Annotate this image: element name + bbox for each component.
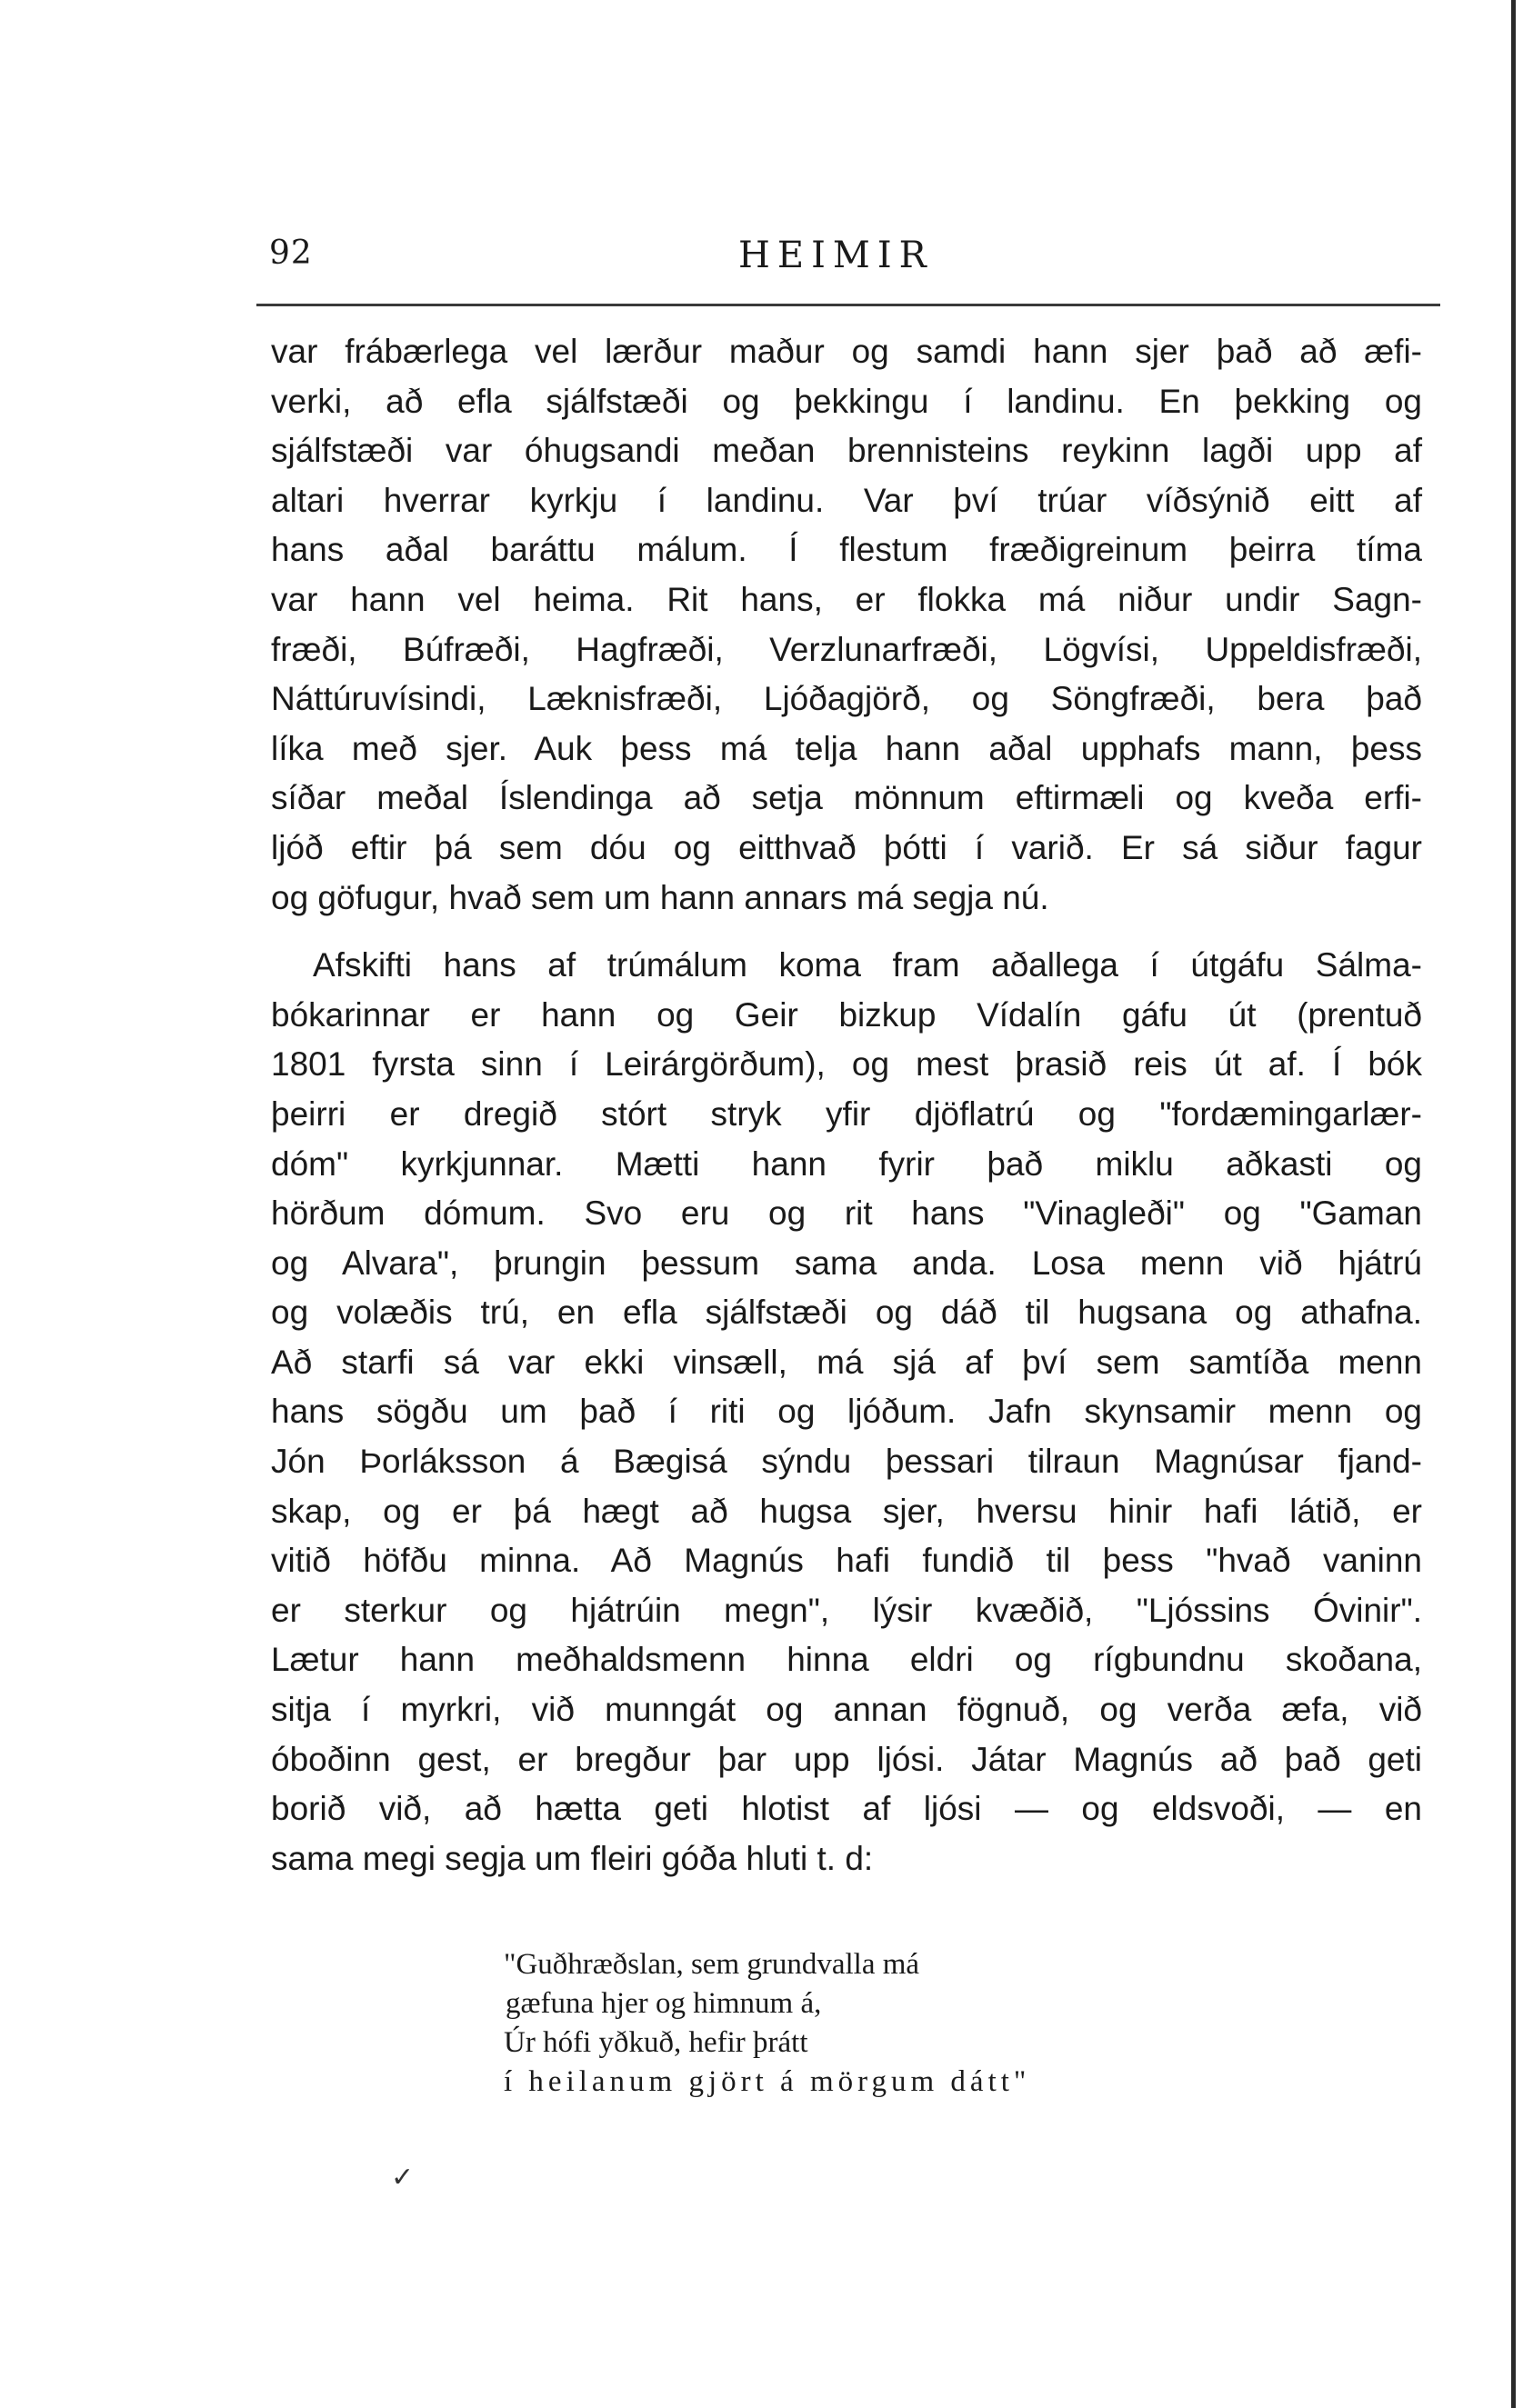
text-line: bókarinnar er hann og Geir bizkup Vídalín gáfu út (prentuð (271, 995, 1422, 1034)
text-line: og göfugur, hvað sem um hann annars má segja nú. (271, 878, 1049, 916)
text-line: ljóð eftir þá sem dóu og eitthvað þótti í varið. Er sá siður fagur (271, 828, 1422, 866)
text-line: og Alvara", þrungin þessum sama anda. Losa menn við hjátrú (271, 1244, 1422, 1282)
text-line: óboðinn gest, er bregður þar upp ljósi. Játar Magnús að það geti (271, 1740, 1422, 1778)
text-line: Jón Þorláksson á Bægisá sýndu þessari tilraun Magnúsar fjand- (271, 1443, 1422, 1481)
text-line: vitið höfðu minna. Að Magnús hafi fundið til þess "hvað vaninn (271, 1542, 1422, 1580)
text-line: Náttúruvísindi, Læknisfræði, Ljóðagjörð, og Söngfræði, bera það (271, 680, 1422, 718)
running-title: HEIMIR (738, 235, 934, 276)
ink-speck: ✓ (391, 2162, 415, 2193)
text-line: síðar meðal Íslendinga að setja mönnum eftirmæli og kveða erfi- (271, 779, 1422, 817)
text-line: dóm" kyrkjunnar. Mætti hann fyrir það miklu aðkasti og (271, 1144, 1422, 1183)
text-line: hans aðal baráttu málum. Í flestum fræðigreinum þeirra tíma (271, 531, 1422, 569)
text-line: Afskifti hans af trúmálum koma fram aðallega í útgáfu Sálma- (313, 946, 1422, 984)
text-line: þeirri er dregið stórt stryk yfir djöflatrú og "fordæmingarlær- (271, 1094, 1422, 1133)
verse-quote (504, 1945, 1195, 2102)
text-line: hörðum dómum. Svo eru og rit hans "Vinagleði" og "Gaman (271, 1194, 1422, 1233)
text-line: er sterkur og hjátrúin megn", lýsir kvæðið, "Ljóssins Óvinir". (271, 1591, 1422, 1629)
text-line: sitja í myrkri, við munngát og annan fögnuð, og verða æfa, við (271, 1691, 1422, 1729)
text-line: sjálfstæði var óhugsandi meðan brennisteins reykinn lagði upp af (271, 432, 1422, 470)
binding-edge-line (1511, 0, 1516, 2408)
verse-line: "Guðhræðslan, sem grundvalla má (504, 1948, 920, 1981)
verse-line: gæfuna hjer og himnum á, (506, 1987, 822, 2020)
text-line: Lætur hann meðhaldsmenn hinna eldri og rígbundnu skoðana, (271, 1641, 1422, 1679)
paragraph-1 (271, 327, 1422, 923)
text-line: skap, og er þá hægt að hugsa sjer, hversu hinir hafi látið, er (271, 1492, 1422, 1530)
page-header (269, 235, 1442, 289)
text-line: sama megi segja um fleiri góða hluti t. d: (271, 1839, 874, 1877)
header-rule (256, 304, 1440, 306)
text-line: altari hverrar kyrkju í landinu. Var því trúar víðsýnið eitt af (271, 481, 1422, 519)
page-number: 92 (269, 235, 313, 272)
text-line: fræði, Búfræði, Hagfræði, Verzlunarfræði, Lögvísi, Uppeldisfræði, (271, 630, 1422, 668)
paragraph-gap (271, 923, 1422, 941)
text-line: og volæðis trú, en efla sjálfstæði og dáð til hugsana og athafna. (271, 1294, 1422, 1332)
text-line: borið við, að hætta geti hlotist af ljósi — og eldsvoði, — en (271, 1790, 1422, 1828)
body-text (271, 327, 1422, 1883)
text-line: var hann vel heima. Rit hans, er flokka má niður undir Sagn- (271, 580, 1422, 618)
text-line: var frábærlega vel lærður maður og samdi hann sjer það að æfi- (271, 333, 1422, 370)
paragraph-2 (271, 941, 1422, 1883)
text-line: líka með sjer. Auk þess má telja hann aðal upphafs mann, þess (271, 729, 1422, 767)
verse-line: í heilanum gjört á mörgum dátt" (504, 2065, 1031, 2098)
text-line: hans sögðu um það í riti og ljóðum. Jafn skynsamir menn og (271, 1393, 1422, 1431)
verse-line: Úr hófi yðkuð, hefir þrátt (504, 2026, 808, 2059)
text-line: verki, að efla sjálfstæði og þekkingu í landinu. En þekking og (271, 382, 1422, 420)
text-line: Að starfi sá var ekki vinsæll, má sjá af því sem samtíða menn (271, 1343, 1422, 1381)
text-line: 1801 fyrsta sinn í Leirárgörðum), og mest þrasið reis út af. Í bók (271, 1045, 1422, 1084)
